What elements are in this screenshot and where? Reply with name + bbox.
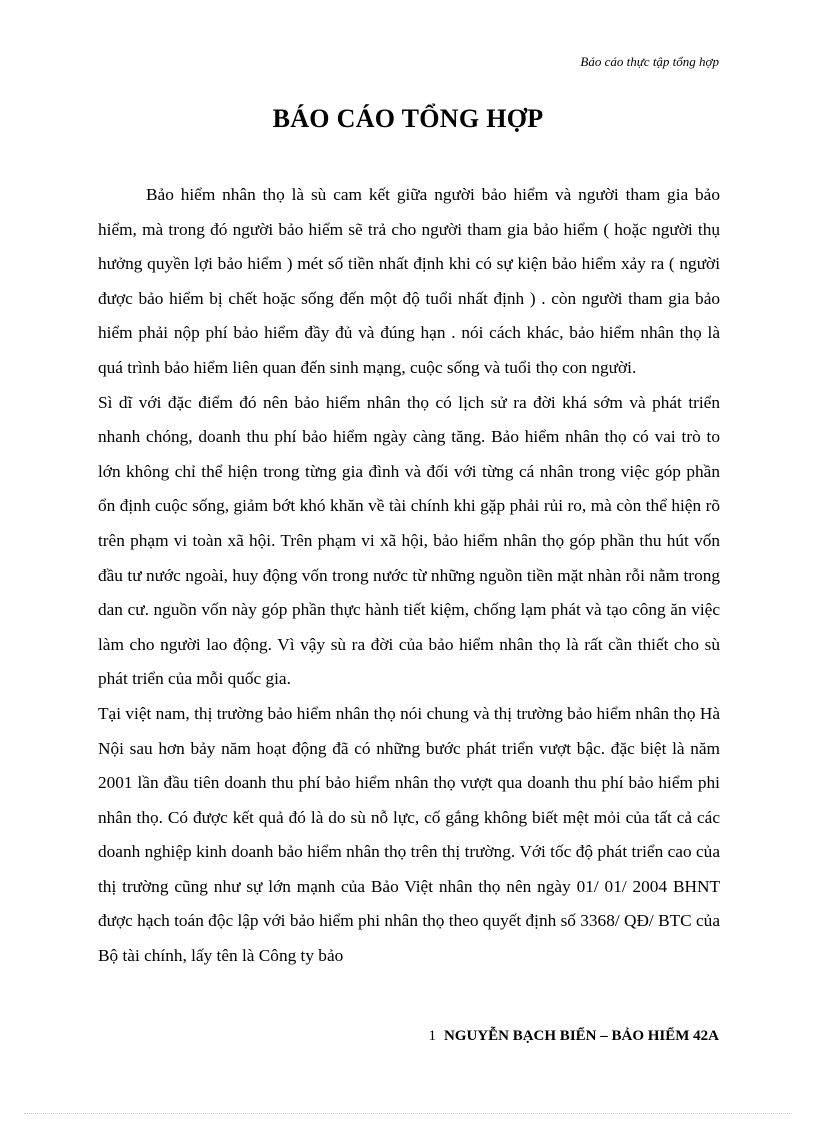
running-header: Báo cáo thực tập tổng hợp bbox=[580, 54, 719, 69]
paragraph-2: Sì dĩ với đặc điểm đó nên bảo hiểm nhân thọ có lịch sử ra đời khá sớm và phát triển nhanh chóng, doanh thu phí bảo hiểm ngày càng tăng. Bảo hiểm nhân thọ có vai trò to lớn không chỉ thể hiện trong từng gia đình và đối với từng cá nhân trong việc góp phần ổn định cuộc sống, giảm bớt khó khăn về tài chính khi gặp phải rủi ro, mà còn thể hiện rõ trên phạm vi toàn xã hội. Trên phạm vi xã hội, bảo hiểm nhân thọ góp phần thu hút vốn đầu tư nước ngoài, huy động vốn trong nước từ những nguồn tiền mặt nhàn rỗi nằm trong dan cư. nguồn vốn này góp phần thực hành tiết kiệm, chống lạm phát và tạo công ăn việc làm cho người lao động. Vì vậy sù ra đời của bảo hiểm nhân thọ là rất cần thiết cho sù phát triển của mỗi quốc gia. bbox=[98, 392, 720, 689]
document-title: BÁO CÁO TỔNG HỢP bbox=[272, 104, 544, 133]
footer-author: NGUYỄN BẠCH BIỂN – BẢO HIỂM 42A bbox=[443, 1028, 719, 1044]
paragraph-3: Tại việt nam, thị trường bảo hiểm nhân thọ nói chung và thị trường bảo hiểm nhân thọ Hà Nội sau hơn bảy năm hoạt động đã có những bước phát triển vượt bậc. đặc biệt là năm 2001 lần đầu tiên doanh thu phí bảo hiểm nhân thọ vượt qua doanh thu phí bảo hiểm phi nhân thọ. Có được kết quả đó là do sù nỗ lực, cố gắng không biết mệt mỏi của tất cả các doanh nghiệp kinh doanh bảo hiểm nhân thọ trên thị trường. Với tốc độ phát triển cao của thị trường cũng như sự lớn mạnh của Bảo Việt nhân thọ nên ngày 01/ 01/ 2004 BHNT được hạch toán độc lập với bảo hiểm phi nhân thọ theo quyết định số 3368/ QĐ/ BTC của Bộ tài chính, lấy tên là Công ty bảo bbox=[98, 703, 720, 966]
document-body bbox=[98, 178, 720, 974]
page-footer bbox=[428, 1028, 719, 1045]
page-number: 1 bbox=[428, 1028, 436, 1044]
paragraph-1: Bảo hiểm nhân thọ là sù cam kết giữa người bảo hiểm và người tham gia bảo hiểm, mà trong đó người bảo hiểm sẽ trả cho người tham gia bảo hiểm ( hoặc người thụ hưởng quyền lợi bảo hiểm ) mét số tiền nhất định khi có sự kiện bảo hiểm xảy ra ( người được bảo hiểm bị chết hoặc sống đến một độ tuổi nhất định ) . còn người tham gia bảo hiểm phải nộp phí bảo hiểm đầy đủ và đúng hạn . nói cách khác, bảo hiểm nhân thọ là quá trình bảo hiểm liên quan đến sinh mạng, cuộc sống và tuổi thọ con người. bbox=[98, 185, 720, 377]
page-bottom-divider bbox=[24, 1113, 792, 1114]
